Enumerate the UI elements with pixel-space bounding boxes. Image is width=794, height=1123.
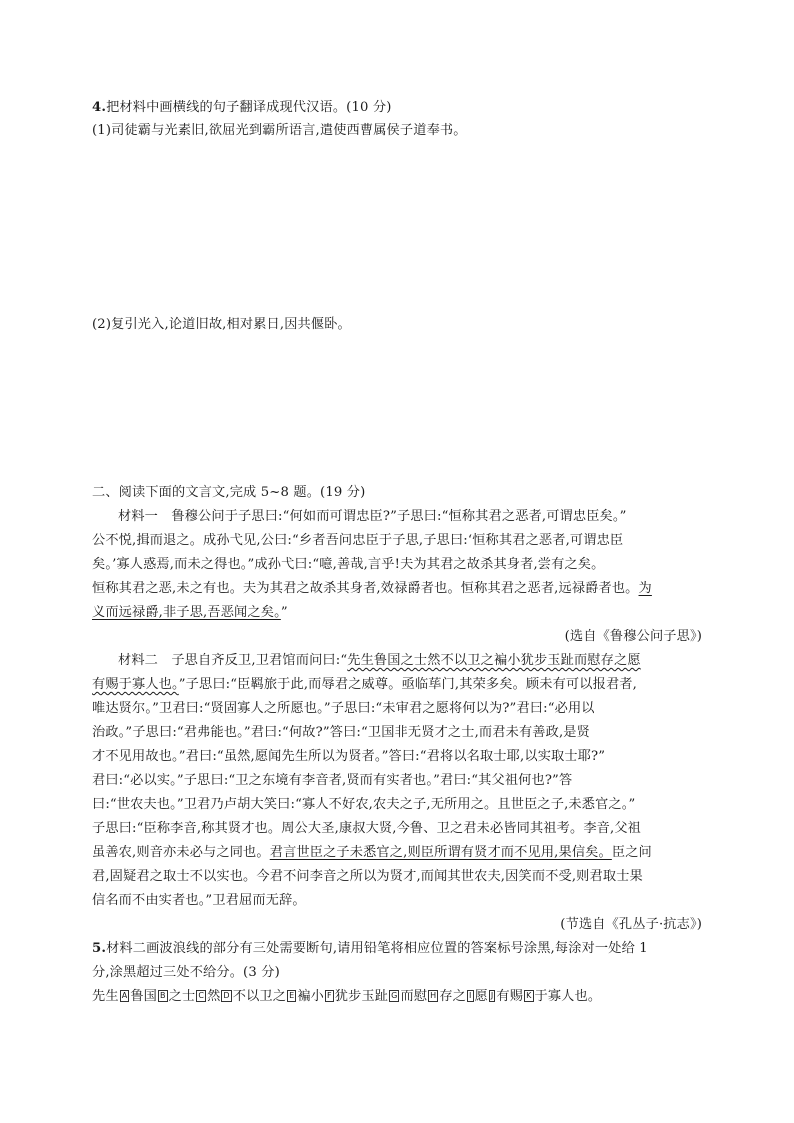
answer-option-e[interactable]: E — [289, 991, 295, 1000]
material1-line-4: 恒称其君之恶,未之有也。夫为其君之故杀其身者,效禄爵者也。恒称其君之恶者,远禄爵者也。为 — [92, 581, 652, 596]
q4-title-line — [92, 98, 392, 118]
answer-option-h[interactable]: H — [430, 991, 437, 1000]
material2-line-7: 曰:“世农夫也。”卫君乃卢胡大笑曰:“寡人不好农,农夫之子,无所用之。且世臣之子,未悉官之。” — [92, 797, 636, 812]
q5-number: 5. — [92, 941, 107, 956]
material2-line-8: 子思曰:“臣称李音,称其贤才也。周公大圣,康叔大贤,今鲁、卫之君未必皆同其祖考。李音,父祖 — [92, 821, 642, 836]
answer-option-b[interactable]: B — [160, 991, 166, 1000]
material2-line-5: 才不见用故也。”君曰:“虽然,愿闻先生所以为贤者。”答曰:“君将以名取士耶,以实取士耶?” — [92, 749, 606, 764]
answer-option-d[interactable]: D — [223, 991, 230, 1000]
answer-option-g[interactable]: G — [391, 991, 398, 1000]
material2-line-9: 虽善农,则音亦未必与之同也。君言世臣之子未悉官之,则臣所谓有贤才而不见用,果信矣。臣之问 — [92, 845, 652, 860]
q5-answer-line: 先生 A 鲁国 B 之士 C 然 D 不以卫之 E 褊小 F 犹步玉趾 G 而慰 H 存之 I 愿 J 有赐 K 于寡人也。 — [92, 989, 602, 1004]
material2-line-11: 信名而不由实者也。”卫君屈而无辞。 — [92, 893, 306, 908]
material1-line-2: 公不悦,揖而退之。成孙弋见,公曰:“乡者吾问忠臣于子思,子思曰:‘恒称其君之恶者,可谓忠臣 — [92, 533, 624, 548]
material2-source: (节选自《孔丛子·抗志》) — [560, 917, 702, 932]
answer-option-j[interactable]: J — [490, 991, 494, 1000]
answer-option-c[interactable]: C — [198, 991, 205, 1000]
material2-line-1: 材料二 子思自齐反卫,卫君馆而问曰:“先生鲁国之士然不以卫之褊小犹步玉趾而慰存之愿 — [118, 653, 641, 668]
answer-option-k[interactable]: K — [526, 991, 532, 1000]
material2-wavy-text-1: 先生鲁国之士然不以卫之褊小犹步玉趾而慰存之愿 — [347, 653, 641, 668]
material2-underlined-sentence: 君言世臣之子未悉官之,则臣所谓有贤才而不见用,果信矣。 — [269, 845, 612, 860]
answer-option-f[interactable]: F — [327, 991, 332, 1000]
section2-heading: 二、阅读下面的文言文,完成 5~8 题。(19 分) — [92, 485, 366, 500]
material2-line-10: 君,固疑君之取士不以实也。今君不问李音之所以为贤才,而闻其世农夫,因笑而不受,则君取士果 — [92, 869, 643, 884]
q4-title: 把材料中画横线的句子翻译成现代汉语。(10 分) — [106, 100, 392, 115]
q5-line-1: 5.材料二画波浪线的部分有三处需要断句,请用铅笔将相应位置的答案标号涂黑,每涂对一处给 1 — [92, 941, 648, 956]
material2-line-6: 君曰:“必以实。”子思曰:“卫之东境有李音者,贤而有实者也。”君曰:“其父祖何也?”答 — [92, 773, 573, 788]
material1-line-3: 矣。’寡人惑焉,而未之得也。”成孙弋曰:“噫,善哉,言乎!夫为其君之故杀其身者,尝有之矣。 — [92, 557, 605, 572]
material1-line-5: 义而远禄爵,非子思,吾恶闻之矣。” — [92, 605, 288, 620]
material2-line-3: 唯达贤尔。”卫君曰:“贤固寡人之所愿也。”子思曰:“未审君之愿将何以为?”君曰:“必用以 — [92, 701, 595, 716]
q5-line-2: 分,涂黑超过三处不给分。(3 分) — [92, 965, 280, 980]
material2-wavy-text-2: 有赐于寡人也。 — [92, 677, 179, 692]
answer-option-i[interactable]: I — [469, 991, 472, 1000]
material1-underlined-sentence: 义而远禄爵,非子思,吾恶闻之矣。 — [92, 605, 281, 620]
material1-source: (选自《鲁穆公问子思》) — [564, 629, 702, 644]
material2-line-2: 有赐于寡人也。”子思曰:“臣羁旅于此,而辱君之威尊。亟临荜门,其荣多矣。顾未有可以报君者, — [92, 677, 637, 692]
q4-number: 4. — [92, 100, 107, 115]
q4-sentence-2: (2)复引光入,论道旧故,相对累日,因共偃卧。 — [92, 317, 351, 332]
material1-line-1: 材料一 鲁穆公问于子思曰:“何如而可谓忠臣?”子思曰:“恒称其君之恶者,可谓忠臣矣。” — [118, 509, 627, 524]
answer-option-a[interactable]: A — [121, 991, 128, 1000]
material1-underlined-start: 为 — [638, 581, 652, 596]
q4-sentence-1: (1)司徒霸与光素旧,欲屈光到霸所语言,遣使西曹属侯子道奉书。 — [92, 123, 467, 138]
material2-line-4: 治政。”子思曰:“君弗能也。”君曰:“何故?”答曰:“卫国非无贤才之士,而君未有善政,是贤 — [92, 725, 590, 740]
